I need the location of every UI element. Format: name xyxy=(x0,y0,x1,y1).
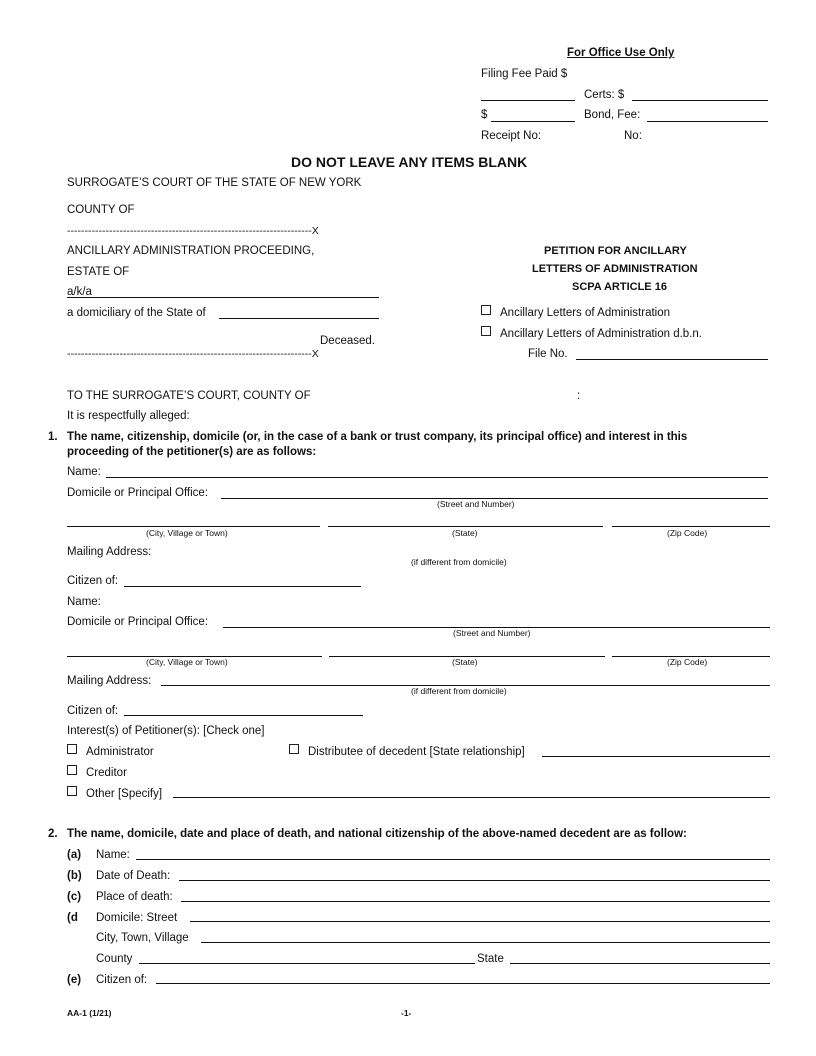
p2-city-caption: (City, Village or Town) xyxy=(146,657,228,667)
filing-fee-label: Filing Fee Paid $ xyxy=(481,68,568,80)
creditor-label: Creditor xyxy=(86,767,127,779)
decedent-citizen-label: Citizen of: xyxy=(96,974,148,986)
court-name: SURROGATE’S COURT OF THE STATE OF NEW YORK xyxy=(67,177,362,189)
certs-label: Certs: $ xyxy=(584,89,625,101)
interest-label: Interest(s) of Petitioner(s): [Check one] xyxy=(67,725,265,737)
other-specify-field[interactable] xyxy=(173,797,770,798)
domicile-street-field[interactable] xyxy=(190,921,770,922)
proceeding-label: ANCILLARY ADMINISTRATION PROCEEDING, xyxy=(67,245,315,257)
domicile-city-field[interactable] xyxy=(201,942,770,943)
p2-domicile-label: Domicile or Principal Office: xyxy=(67,616,209,628)
domicile-city-label: City, Town, Village xyxy=(96,932,189,944)
to-court-label: TO THE SURROGATE’S COURT, COUNTY OF xyxy=(67,390,311,402)
estate-of-label: ESTATE OF xyxy=(67,266,130,278)
p1-citizen-field[interactable] xyxy=(124,586,361,587)
form-id: AA-1 (1/21) xyxy=(67,1008,112,1018)
date-of-death-label: Date of Death: xyxy=(96,870,171,882)
dollar-label: $ xyxy=(481,109,488,121)
warning-heading: DO NOT LEAVE ANY ITEMS BLANK xyxy=(291,154,528,170)
bond-fee-label: Bond, Fee: xyxy=(584,109,641,121)
place-of-death-field[interactable] xyxy=(181,901,770,902)
alleged-label: It is respectfully alleged: xyxy=(67,410,190,422)
item-c-marker: (c) xyxy=(67,891,82,903)
filing-fee-field[interactable] xyxy=(481,100,575,101)
domicile-county-field[interactable] xyxy=(139,963,475,964)
p1-mailing-caption: (if different from domicile) xyxy=(411,557,507,567)
item-e-marker: (e) xyxy=(67,974,82,986)
section2-number: 2. xyxy=(48,828,58,840)
file-no-field[interactable] xyxy=(576,359,768,360)
option2-label: Ancillary Letters of Administration d.b.n. xyxy=(500,328,702,340)
petition-title-1: PETITION FOR ANCILLARY xyxy=(544,245,687,257)
county-of-label: COUNTY OF xyxy=(67,204,135,216)
p1-state-caption: (State) xyxy=(452,528,478,538)
receipt-no-label: Receipt No: xyxy=(481,130,542,142)
aka-label: a/k/a xyxy=(67,286,92,298)
p2-citizen-field[interactable] xyxy=(124,715,363,716)
p1-state-field[interactable] xyxy=(328,526,603,527)
p1-city-field[interactable] xyxy=(67,526,320,527)
deceased-label: Deceased. xyxy=(320,335,375,347)
p1-city-caption: (City, Village or Town) xyxy=(146,528,228,538)
p1-zip-field[interactable] xyxy=(612,526,770,527)
section1-text-2: proceeding of the petitioner(s) are as follows: xyxy=(67,446,317,458)
date-of-death-field[interactable] xyxy=(179,880,770,881)
certs-field[interactable] xyxy=(632,100,768,101)
other-checkbox[interactable] xyxy=(67,786,77,796)
file-no-label: File No. xyxy=(528,348,568,360)
petition-title-3: SCPA ARTICLE 16 xyxy=(572,281,667,293)
distributee-checkbox[interactable] xyxy=(289,744,299,754)
section2-text: The name, domicile, date and place of death, and national citizenship of the above-named decedent are as follow: xyxy=(67,828,687,840)
caption-dash-bottom: ----------------------------------------------------------------------X xyxy=(67,348,319,360)
petition-title-2: LETTERS OF ADMINISTRATION xyxy=(532,263,698,275)
p2-mailing-caption: (if different from domicile) xyxy=(411,686,507,696)
p1-mailing-label: Mailing Address: xyxy=(67,546,152,558)
item-b-marker: (b) xyxy=(67,870,82,882)
domicile-state-field[interactable] xyxy=(510,963,770,964)
p2-mailing-label: Mailing Address: xyxy=(67,675,152,687)
decedent-name-field[interactable] xyxy=(136,859,770,860)
to-court-colon: : xyxy=(577,390,581,402)
distributee-relationship-field[interactable] xyxy=(542,756,770,757)
caption-dash-top: ----------------------------------------------------------------------X xyxy=(67,225,319,237)
creditor-checkbox[interactable] xyxy=(67,765,77,775)
p1-name-field[interactable] xyxy=(106,477,768,478)
other-label: Other [Specify] xyxy=(86,788,163,800)
administrator-checkbox[interactable] xyxy=(67,744,77,754)
p2-street-caption: (Street and Number) xyxy=(453,628,531,638)
p2-zip-caption: (Zip Code) xyxy=(667,657,708,667)
domicile-state-label: State xyxy=(477,953,504,965)
section1-number: 1. xyxy=(48,431,58,443)
p2-state-caption: (State) xyxy=(452,657,478,667)
no-label: No: xyxy=(624,130,642,142)
p2-name-label: Name: xyxy=(67,596,101,608)
domiciliary-label: a domiciliary of the State of xyxy=(67,307,206,319)
administrator-label: Administrator xyxy=(86,746,154,758)
office-use-title: For Office Use Only xyxy=(567,47,675,59)
decedent-name-label: Name: xyxy=(96,849,130,861)
domicile-county-label: County xyxy=(96,953,133,965)
p2-citizen-label: Citizen of: xyxy=(67,705,119,717)
decedent-citizen-field[interactable] xyxy=(156,983,770,984)
item-a-marker: (a) xyxy=(67,849,82,861)
domicile-street-label: Domicile: Street xyxy=(96,912,178,924)
page-number: -1- xyxy=(401,1008,412,1018)
bond-fee-field[interactable] xyxy=(647,121,768,122)
domiciliary-state-field[interactable] xyxy=(219,318,379,319)
p1-citizen-label: Citizen of: xyxy=(67,575,119,587)
item-d-marker: (d xyxy=(67,912,78,924)
place-of-death-label: Place of death: xyxy=(96,891,173,903)
p1-zip-caption: (Zip Code) xyxy=(667,528,708,538)
p1-street-caption: (Street and Number) xyxy=(437,499,515,509)
estate-name-field[interactable] xyxy=(67,297,379,298)
option1-checkbox[interactable] xyxy=(481,305,491,315)
distributee-label: Distributee of decedent [State relationship] xyxy=(308,746,525,758)
p1-name-label: Name: xyxy=(67,466,101,478)
amount-field[interactable] xyxy=(491,121,575,122)
p1-domicile-label: Domicile or Principal Office: xyxy=(67,487,209,499)
section1-text-1: The name, citizenship, domicile (or, in the case of a bank or trust company, its principal office) and interest in this xyxy=(67,431,688,443)
option2-checkbox[interactable] xyxy=(481,326,491,336)
option1-label: Ancillary Letters of Administration xyxy=(500,307,671,319)
